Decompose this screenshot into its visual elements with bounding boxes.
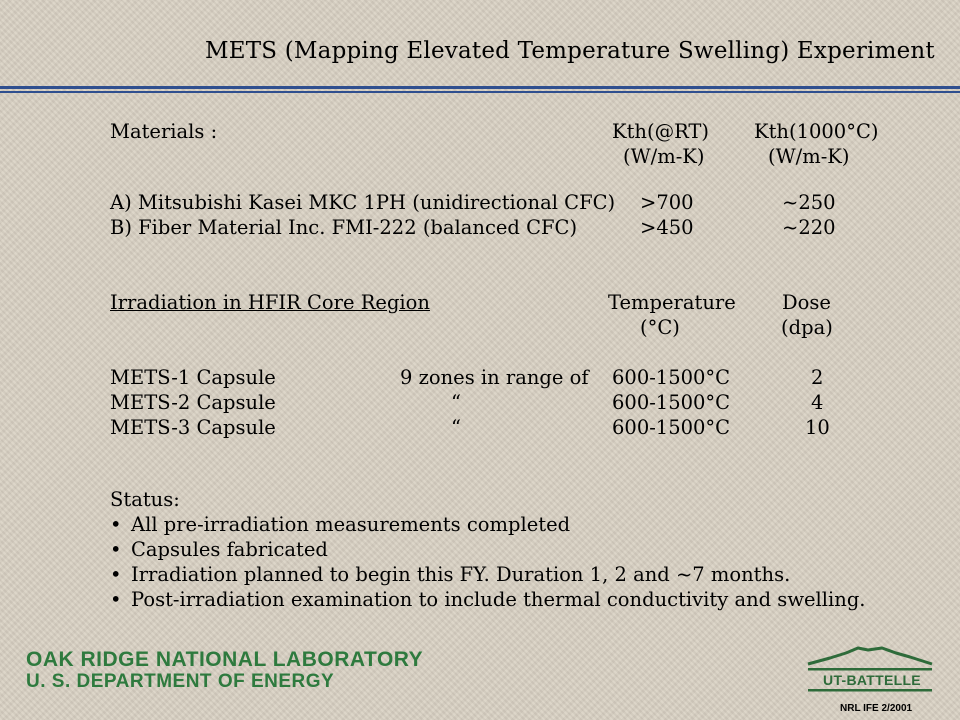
capsule-row-2-temp: 600-1500°C bbox=[612, 391, 731, 414]
dose-header: Dose bbox=[782, 291, 831, 314]
material-row-a-kth-1000: ~250 bbox=[782, 191, 836, 214]
temperature-header: Temperature bbox=[608, 291, 736, 314]
capsule-row-1-temp: 600-1500°C bbox=[612, 366, 731, 389]
lab-name: OAK RIDGE NATIONAL LABORATORY bbox=[26, 648, 424, 671]
bullet-icon: • bbox=[110, 513, 122, 536]
capsule-row-1-dose: 2 bbox=[811, 366, 824, 389]
logo-text: UT-BATTELLE bbox=[823, 672, 921, 688]
title-rule-top bbox=[0, 86, 960, 89]
kth-1000-units: (W/m-K) bbox=[768, 145, 850, 168]
material-row-a-kth-rt: >700 bbox=[640, 191, 694, 214]
department-name: U. S. DEPARTMENT OF ENERGY bbox=[26, 671, 335, 692]
material-row-b-kth-1000: ~220 bbox=[782, 216, 836, 239]
status-label: Status: bbox=[110, 488, 180, 511]
bullet-icon: • bbox=[110, 563, 122, 586]
capsule-row-3-name: METS-3 Capsule bbox=[110, 416, 276, 439]
kth-rt-header: Kth(@RT) bbox=[612, 120, 710, 143]
material-row-b-name: B) Fiber Material Inc. FMI-222 (balanced CFC) bbox=[110, 216, 578, 239]
capsule-row-2-zones: “ bbox=[451, 391, 461, 414]
material-row-a-name: A) Mitsubishi Kasei MKC 1PH (unidirectional CFC) bbox=[110, 191, 616, 214]
status-item: Post-irradiation examination to include thermal conductivity and swelling. bbox=[131, 588, 866, 611]
slide-title: METS (Mapping Elevated Temperature Swelling) Experiment bbox=[205, 38, 935, 64]
bullet-icon: • bbox=[110, 538, 122, 561]
dose-units: (dpa) bbox=[781, 316, 833, 339]
irradiation-label: Irradiation in HFIR Core Region bbox=[110, 291, 430, 314]
kth-1000-header: Kth(1000°C) bbox=[754, 120, 879, 143]
title-rule-bottom bbox=[0, 91, 960, 93]
footnote: NRL IFE 2/2001 bbox=[840, 703, 913, 714]
capsule-row-3-zones: “ bbox=[451, 416, 461, 439]
capsule-row-1-zones: 9 zones in range of bbox=[400, 366, 589, 389]
temperature-units: (°C) bbox=[640, 316, 680, 339]
capsule-row-1-name: METS-1 Capsule bbox=[110, 366, 276, 389]
status-item: Capsules fabricated bbox=[131, 538, 328, 561]
status-item: All pre-irradiation measurements completed bbox=[131, 513, 571, 536]
status-item: Irradiation planned to begin this FY. Duration 1, 2 and ~7 months. bbox=[131, 563, 791, 586]
materials-label: Materials : bbox=[110, 120, 218, 143]
capsule-row-3-dose: 10 bbox=[805, 416, 830, 439]
capsule-row-3-temp: 600-1500°C bbox=[612, 416, 731, 439]
material-row-b-kth-rt: >450 bbox=[640, 216, 694, 239]
kth-rt-units: (W/m-K) bbox=[623, 145, 705, 168]
bullet-icon: • bbox=[110, 588, 122, 611]
capsule-row-2-name: METS-2 Capsule bbox=[110, 391, 276, 414]
capsule-row-2-dose: 4 bbox=[811, 391, 824, 414]
